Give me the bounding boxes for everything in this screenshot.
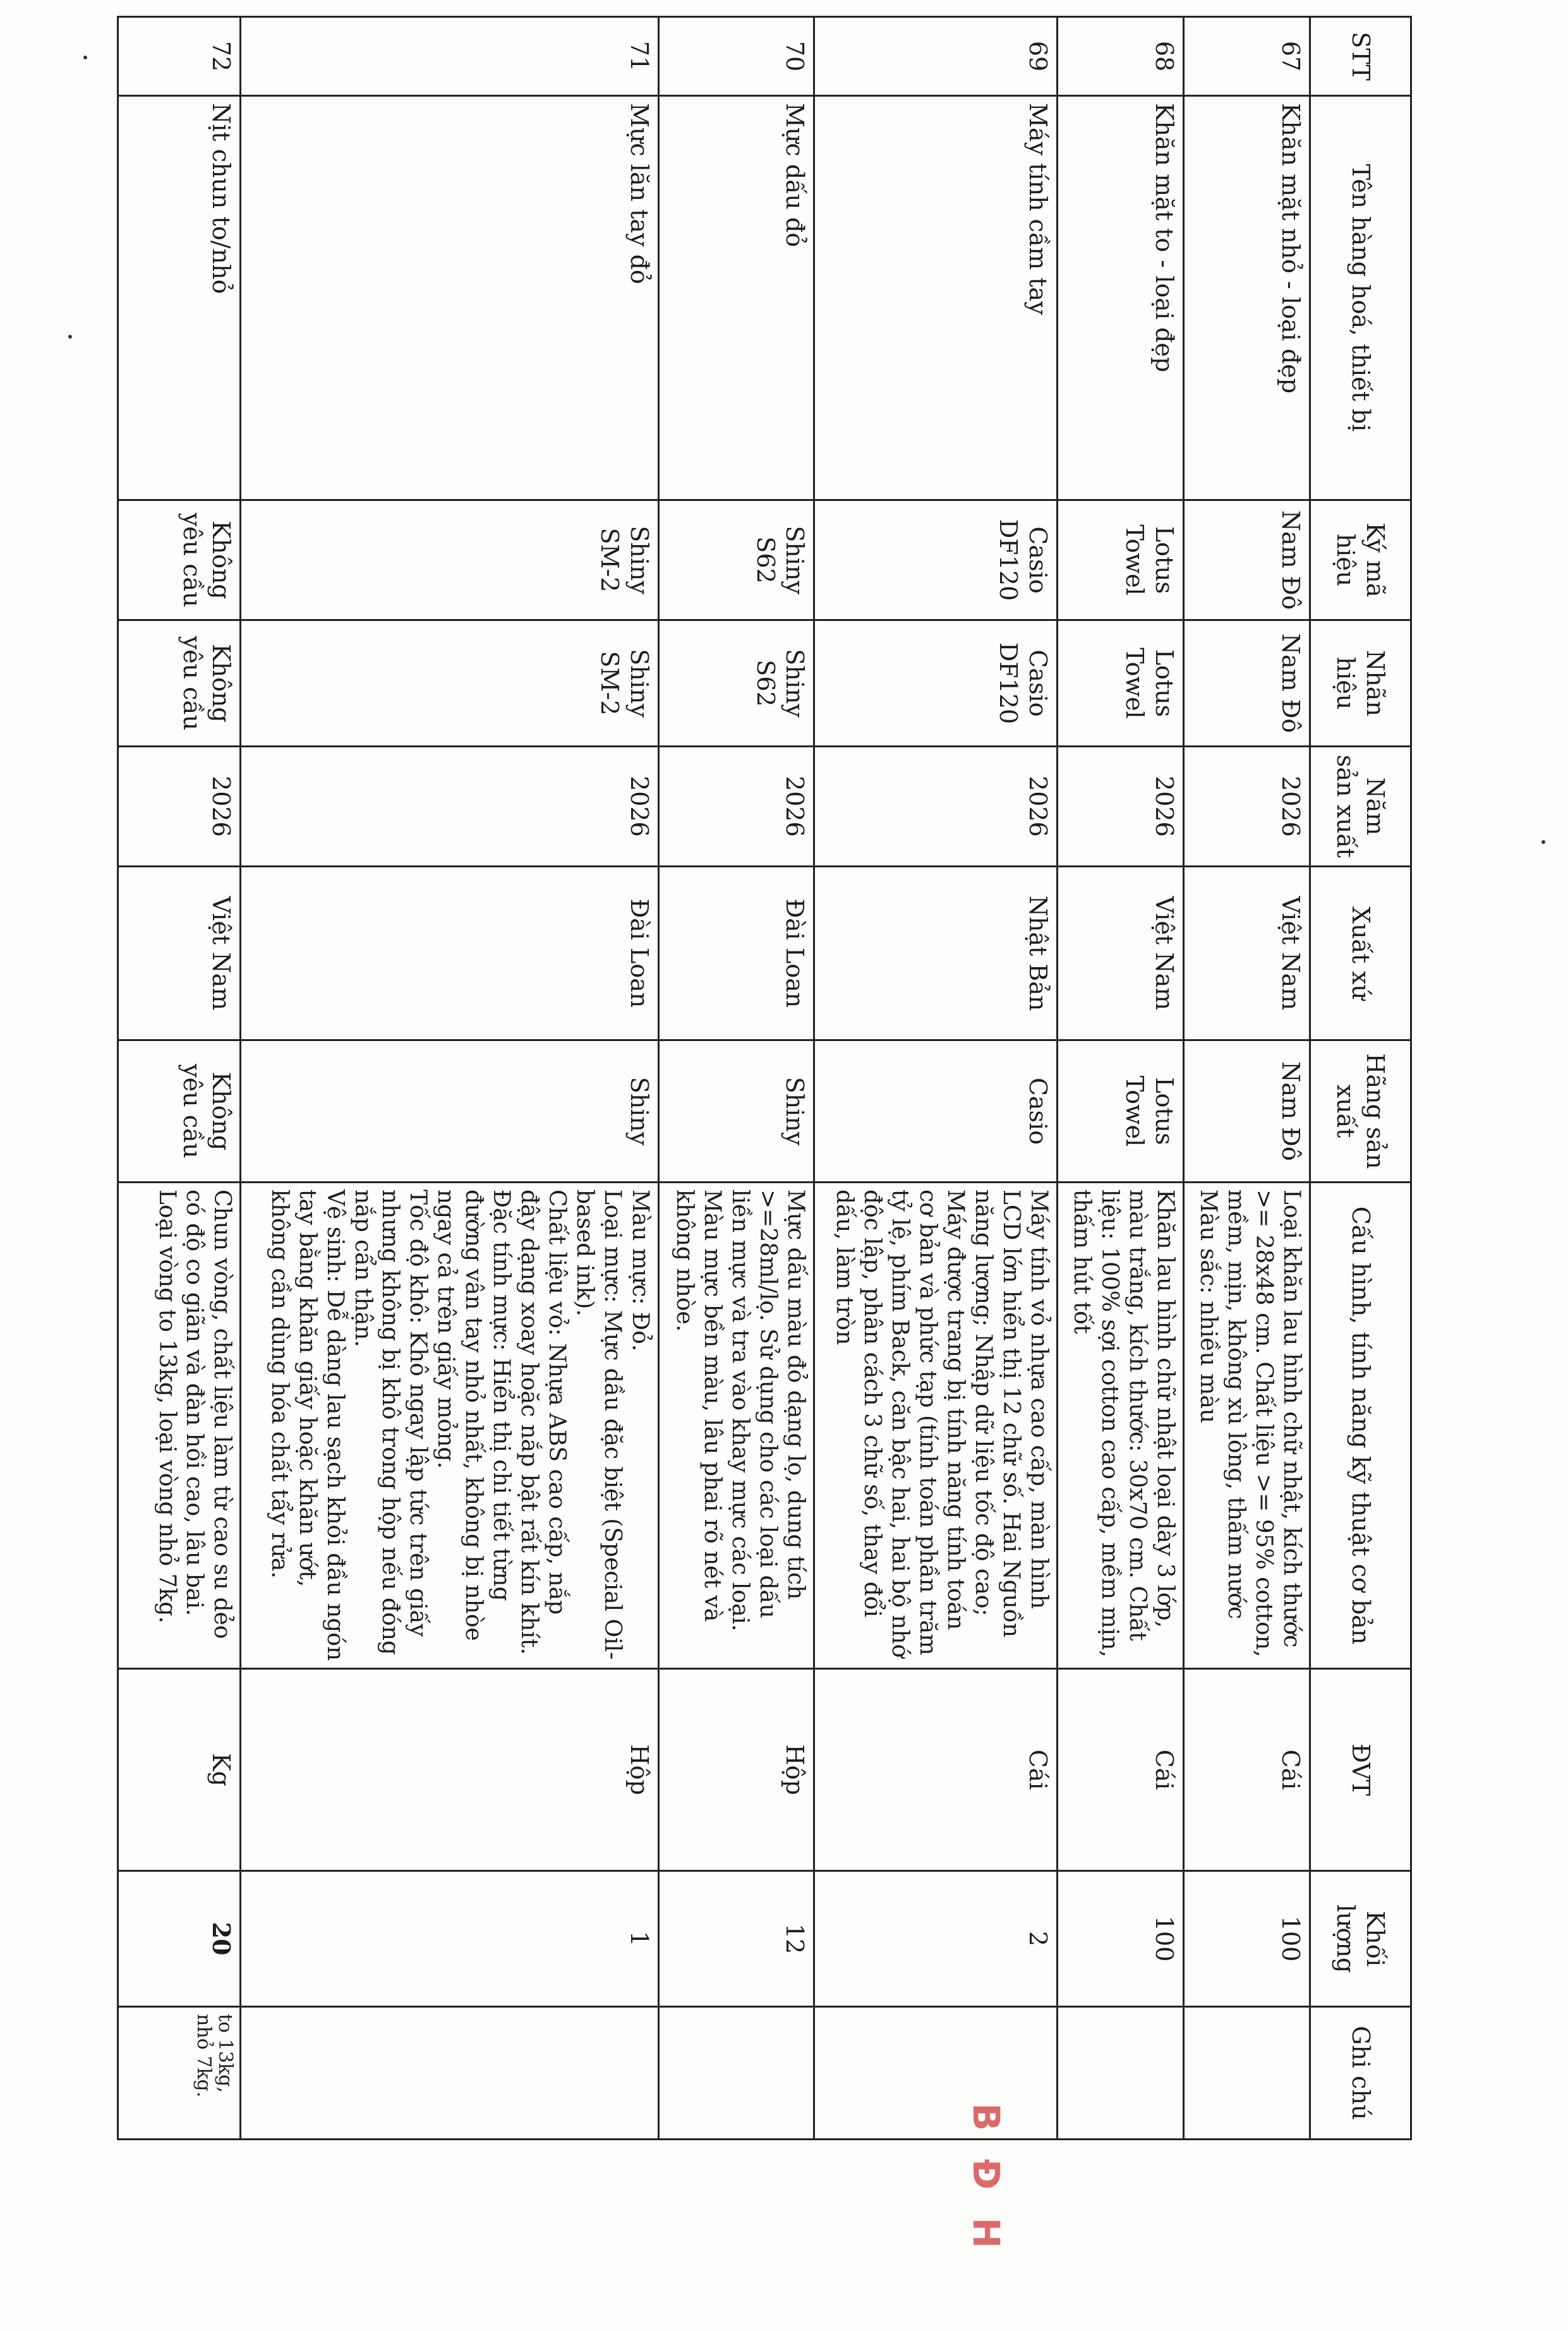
cell-name: Khăn mặt nhỏ - loại đẹp (1183, 96, 1310, 500)
cell-origin: Nhật Bản (814, 867, 1057, 1040)
cell-brand: Shiny SM-2 (241, 620, 658, 747)
table-row (118, 17, 241, 2140)
scan-speck (68, 335, 72, 339)
cell-spec: Loại khăn lau hình chữ nhật, kích thước >= 28x48 cm. Chất liệu >= 95% cotton, mềm, mịn, không xù lông, thấm nước Màu sắc: nhiều màu (1183, 1183, 1310, 1669)
cell-maker: Casio (814, 1040, 1057, 1183)
cell-note (1057, 2007, 1183, 2140)
cell-name: Nịt chun to/nhỏ (118, 96, 241, 500)
cell-brand: Không yêu cầu (118, 620, 241, 747)
cell-stt: 71 (241, 17, 658, 96)
table-row (814, 17, 1057, 2140)
table-row (241, 17, 658, 2140)
cell-year: 2026 (118, 747, 241, 867)
header-code: Ký mã hiệu (1310, 500, 1411, 620)
cell-year: 2026 (1057, 747, 1183, 867)
cell-maker: Không yêu cầu (118, 1040, 241, 1183)
cell-qty: 100 (1183, 1871, 1310, 2007)
cell-spec: Màu mực: Đỏ. Loại mực: Mực dầu đặc biệt (Special Oil-based ink). Chất liệu vỏ: Nhựa ABS cao cấp, nắp đậy dạng xoay hoặc nắp bật rất kín khít. Đặc tính mực: Hiển thị chi tiết từng đường vân tay nhỏ nhất, không bị nhòe ngay cả trên giấy mỏng. Tốc độ khô: Khô ngay lập tức trên giấy nhưng không bị khô trong hộp nếu đóng nắp cẩn thận. Vệ sinh: Dễ dàng lau sạch khỏi đầu ngón tay bằng khăn giấy hoặc khăn ướt, không cần dùng hóa chất tẩy rửa. (241, 1183, 658, 1669)
cell-origin: Việt Nam (118, 867, 241, 1040)
cell-brand: Shiny S62 (658, 620, 814, 747)
table-row (658, 17, 814, 2140)
cell-code: Nam Đô (1183, 500, 1310, 620)
cell-name: Mực dấu đỏ (658, 96, 814, 500)
cell-name: Mực lăn tay đỏ (241, 96, 658, 500)
cell-maker: Shiny (241, 1040, 658, 1183)
cell-brand: Lotus Towel (1057, 620, 1183, 747)
cell-unit: Cái (1183, 1669, 1310, 1871)
cell-stt: 68 (1057, 17, 1183, 96)
cell-unit: Hộp (658, 1669, 814, 1871)
cell-code: Không yêu cầu (118, 500, 241, 620)
cell-unit: Hộp (241, 1669, 658, 1871)
header-qty: Khối lượng (1310, 1871, 1411, 2007)
cell-qty: 1 (241, 1871, 658, 2007)
cell-brand: Nam Đô (1183, 620, 1310, 747)
scan-speck (1541, 840, 1545, 844)
cell-name: Máy tính cầm tay (814, 96, 1057, 500)
red-stamp-fragment: B Đ H (965, 2103, 1008, 2256)
cell-spec: Khăn lau hình chữ nhật loại dày 3 lớp, màu trắng, kích thước: 30x70 cm. Chất liệu: 100% sợi cotton cao cấp, mềm mịn, thấm hút tốt (1057, 1183, 1183, 1669)
cell-code: Lotus Towel (1057, 500, 1183, 620)
header-stt: STT (1310, 17, 1411, 96)
cell-year: 2026 (241, 747, 658, 867)
cell-note: to 13kg, nhỏ 7kg. (118, 2007, 241, 2140)
cell-unit: Cái (814, 1669, 1057, 1871)
header-unit: ĐVT (1310, 1669, 1411, 1871)
header-origin: Xuất xứ (1310, 867, 1411, 1040)
cell-note (814, 2007, 1057, 2140)
cell-stt: 67 (1183, 17, 1310, 96)
cell-year: 2026 (1183, 747, 1310, 867)
cell-maker: Nam Đô (1183, 1040, 1310, 1183)
header-note: Ghi chú (1310, 2007, 1411, 2140)
cell-year: 2026 (814, 747, 1057, 867)
cell-qty: 20 (118, 1871, 241, 2007)
header-row (1310, 17, 1411, 2140)
cell-qty: 100 (1057, 1871, 1183, 2007)
cell-brand: Casio DF120 (814, 620, 1057, 747)
header-year: Năm sản xuất (1310, 747, 1411, 867)
cell-origin: Đài Loan (658, 867, 814, 1040)
header-spec: Cấu hình, tính năng kỹ thuật cơ bản (1310, 1183, 1411, 1669)
cell-maker: Shiny (658, 1040, 814, 1183)
header-maker: Hãng sản xuất (1310, 1040, 1411, 1183)
cell-spec: Chun vòng, chất liệu làm từ cao su dẻo có độ co giãn và đàn hồi cao, lâu bai. Loại vòng to 13kg, loại vòng nhỏ 7kg. (118, 1183, 241, 1669)
cell-year: 2026 (658, 747, 814, 867)
cell-qty: 12 (658, 1871, 814, 2007)
cell-spec: Mực dấu màu đỏ dạng lọ, dung tích >=28ml/lọ. Sử dụng cho các loại dấu liền mực và tra vào khay mực các loại. Màu mực bền màu, lâu phai rõ nét và không nhòe. (658, 1183, 814, 1669)
header-name: Tên hàng hoá, thiết bị (1310, 96, 1411, 500)
cell-note (658, 2007, 814, 2140)
cell-note (241, 2007, 658, 2140)
cell-origin: Việt Nam (1183, 867, 1310, 1040)
cell-qty: 2 (814, 1871, 1057, 2007)
cell-stt: 70 (658, 17, 814, 96)
equipment-table (117, 16, 1412, 2140)
cell-unit: Cái (1057, 1669, 1183, 1871)
rotated-table-sheet (117, 16, 1412, 2138)
scan-speck (83, 56, 87, 59)
cell-origin: Việt Nam (1057, 867, 1183, 1040)
cell-spec: Máy tính vỏ nhựa cao cấp, màn hình LCD lớn hiển thị 12 chữ số. Hai Nguồn năng lượng; Nhập dữ liệu tốc độ cao; Máy được trang bị tính năng tính toán cơ bản và phức tạp (tính toán phần trăm tỷ lệ, phím Back, căn bậc hai, hai bộ nhớ độc lập, phân cách 3 chữ số, thay đổi dấu, làm tròn (814, 1183, 1057, 1669)
cell-code: Shiny S62 (658, 500, 814, 620)
cell-stt: 69 (814, 17, 1057, 96)
cell-name: Khăn mặt to - loại đẹp (1057, 96, 1183, 500)
cell-stt: 72 (118, 17, 241, 96)
cell-maker: Lotus Towel (1057, 1040, 1183, 1183)
cell-origin: Đài Loan (241, 867, 658, 1040)
cell-code: Shiny SM-2 (241, 500, 658, 620)
table-row (1183, 17, 1310, 2140)
header-brand: Nhãn hiệu (1310, 620, 1411, 747)
table-row (1057, 17, 1183, 2140)
cell-unit: Kg (118, 1669, 241, 1871)
cell-code: Casio DF120 (814, 500, 1057, 620)
cell-note (1183, 2007, 1310, 2140)
